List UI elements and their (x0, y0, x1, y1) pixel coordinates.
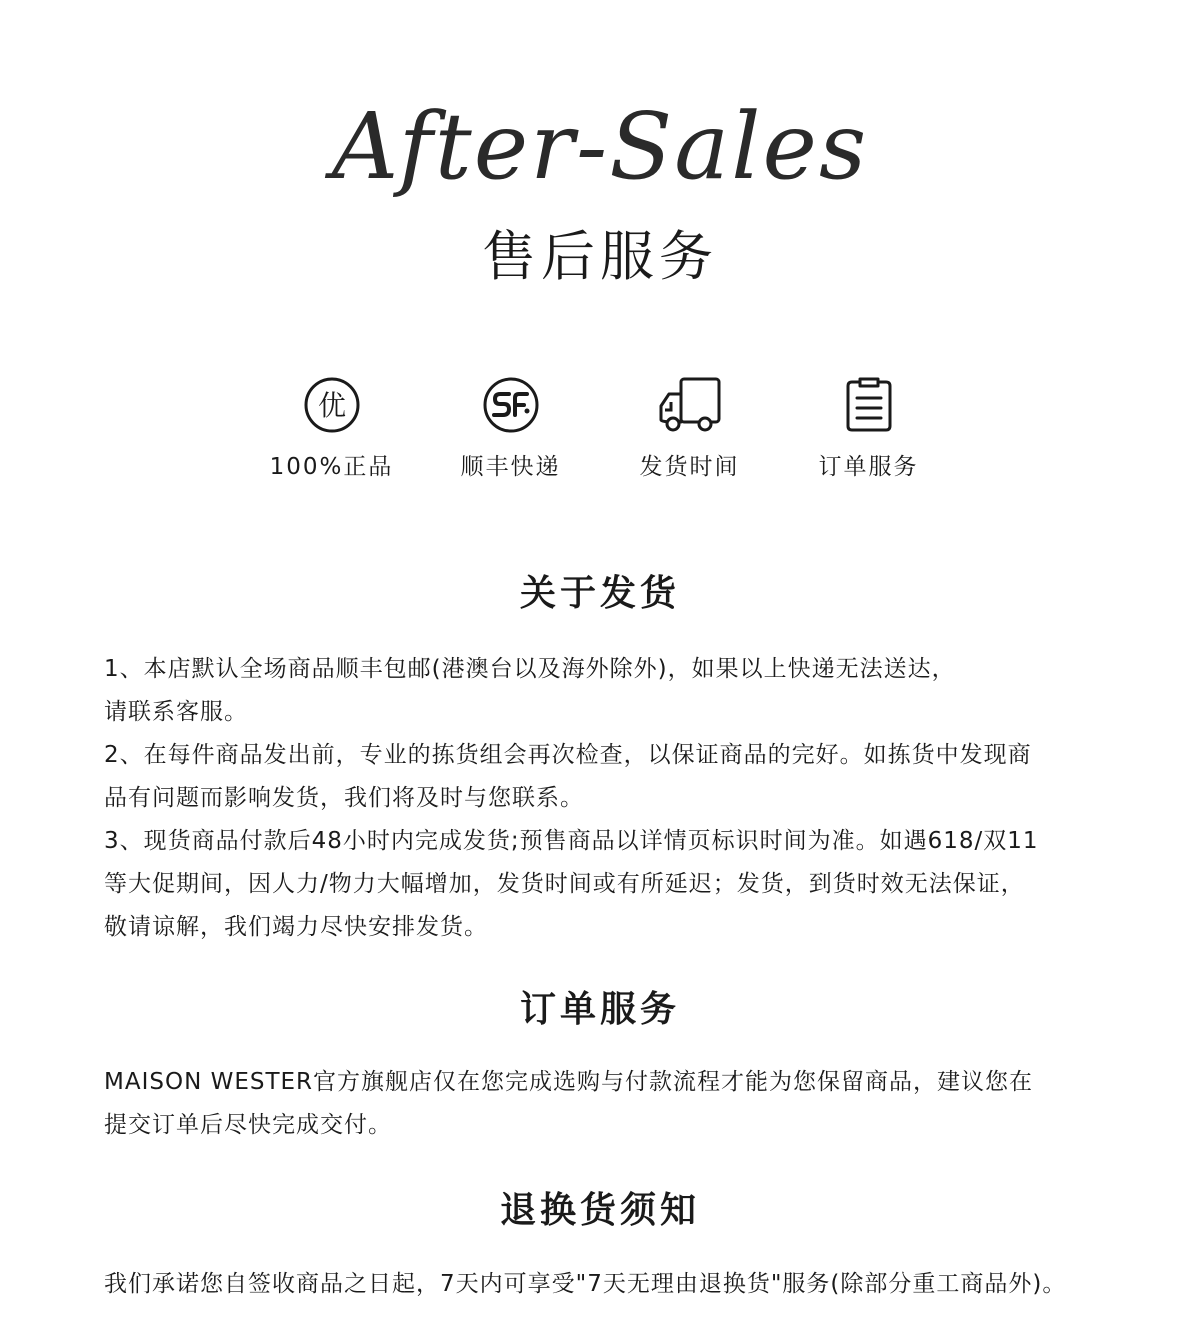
shipping-line: 品有问题而影响发货，我们将及时与您联系。 (104, 785, 584, 811)
shipping-line: 1、本店默认全场商品顺丰包邮(港澳台以及海外除外)，如果以上快递无法送达， (104, 656, 956, 682)
shipping-line: 3、现货商品付款后48小时内完成发货;预售商品以详情页标识时间为准。如遇618/双11 (104, 828, 1039, 854)
section-title-order-service: 订单服务 (519, 989, 680, 1030)
sf-express-logo-icon (482, 376, 540, 434)
feature-row (242, 376, 958, 486)
section-title-returns: 退换货须知 (499, 1190, 700, 1231)
page-title: 售后服务 (482, 225, 718, 288)
delivery-truck-icon (657, 376, 723, 434)
returns-paragraph (104, 1263, 1164, 1306)
shipping-paragraph (104, 648, 1124, 949)
shipping-line: 等大促期间，因人力/物力大幅增加，发货时间或有所延迟；发货，到货时效无法保证， (104, 871, 1025, 897)
order-clipboard-icon (844, 376, 894, 434)
returns-line: 我们承诺您自签收商品之日起，7天内可享受"7天无理由退换货"服务(除部分重工商品外)。 (104, 1271, 1067, 1297)
order-service-line: MAISON WESTER官方旗舰店仅在您完成选购与付款流程才能为您保留商品，建议您在 (104, 1069, 1034, 1095)
script-title: After-Sales (331, 93, 869, 200)
premium-you-icon (303, 376, 361, 434)
feature-order-service (779, 376, 958, 486)
feature-label: 发货时间 (639, 454, 740, 480)
feature-authentic (242, 376, 421, 486)
feature-label: 订单服务 (818, 454, 919, 480)
premium-char: 优 (317, 389, 346, 422)
shipping-line: 敬请谅解，我们竭力尽快安排发货。 (104, 914, 488, 940)
feature-label: 顺丰快递 (460, 454, 561, 480)
shipping-line: 请联系客服。 (104, 699, 248, 725)
feature-label: 100%正品 (269, 454, 394, 480)
order-service-paragraph (104, 1061, 1124, 1147)
feature-sf-express (421, 376, 600, 486)
feature-ship-time (600, 376, 779, 486)
section-title-shipping: 关于发货 (519, 573, 680, 614)
shipping-line: 2、在每件商品发出前，专业的拣货组会再次检查，以保证商品的完好。如拣货中发现商 (104, 742, 1032, 768)
order-service-line: 提交订单后尽快完成交付。 (104, 1112, 392, 1138)
